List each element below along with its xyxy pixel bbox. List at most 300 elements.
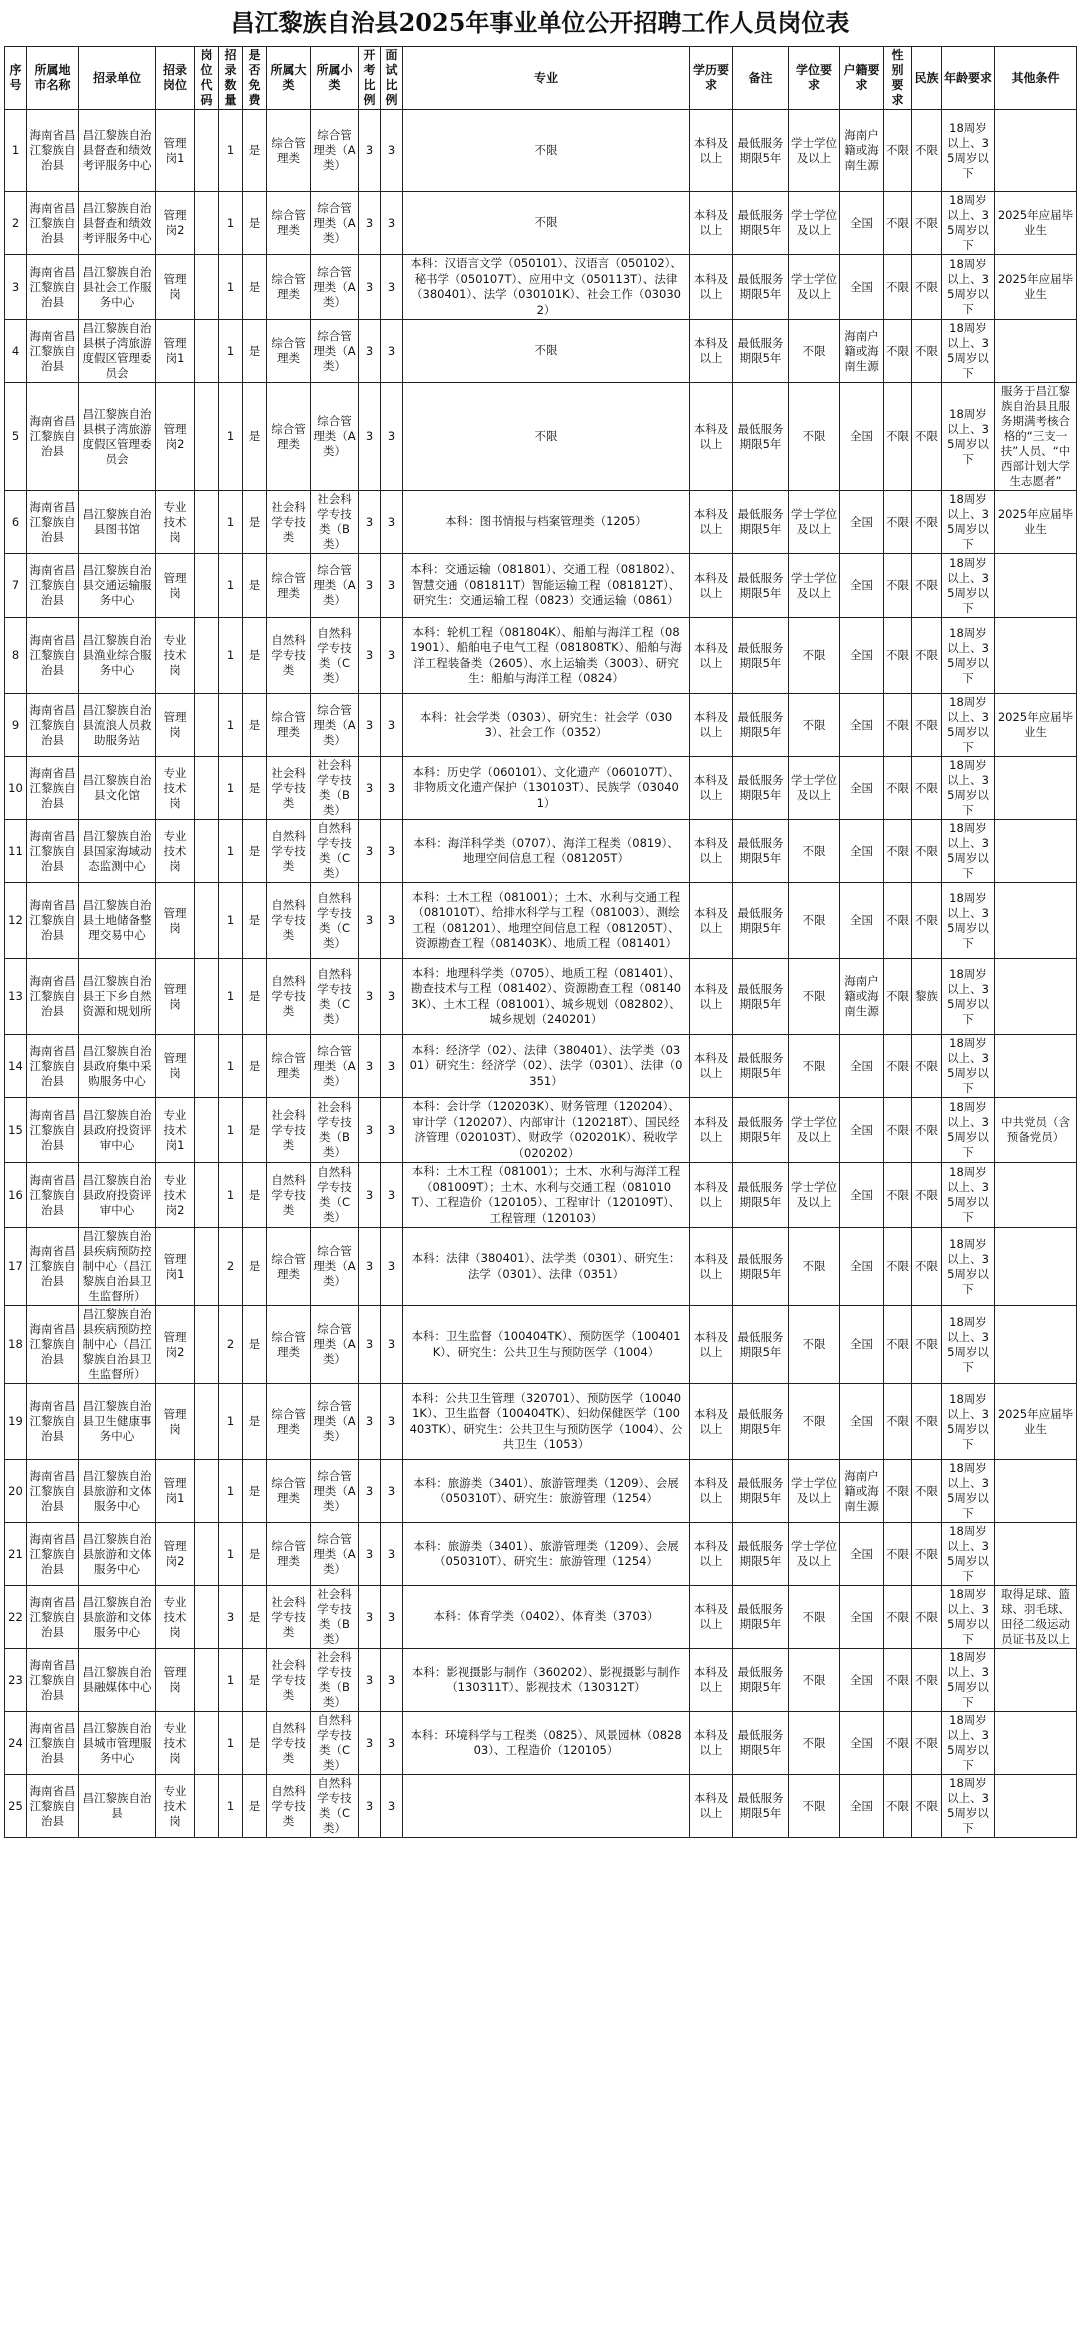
cell-subcat: 综合管理类（A类） (311, 1306, 359, 1384)
cell-other (995, 618, 1077, 694)
cell-nation: 不限 (912, 820, 942, 883)
cell-degree: 不限 (789, 320, 840, 383)
cell-cat: 综合管理类 (267, 110, 311, 192)
cell-unit: 昌江黎族自治县政府投资评审中心 (79, 1098, 156, 1163)
cell-unit: 昌江黎族自治县渔业综合服务中心 (79, 618, 156, 694)
cell-city: 海南省昌江黎族自治县 (27, 1649, 79, 1712)
cell-subcat: 综合管理类（A类） (311, 1228, 359, 1306)
cell-city: 海南省昌江黎族自治县 (27, 959, 79, 1035)
cell-cat: 自然科学专技类 (267, 820, 311, 883)
cell-code (195, 1163, 219, 1228)
cell-cat: 社会科学专技类 (267, 757, 311, 820)
cell-nation: 不限 (912, 1775, 942, 1838)
cell-subcat: 综合管理类（A类） (311, 694, 359, 757)
cell-num: 1 (219, 1649, 243, 1712)
cell-code (195, 383, 219, 491)
cell-note: 最低服务期限5年 (733, 554, 789, 618)
cell-no: 12 (5, 883, 27, 959)
cell-major: 本科：公共卫生管理（320701）、预防医学（100401K）、卫生监督（100404TK）、妇幼保健医学（100403TK）、研究生：公共卫生与预防医学（1004）、公共卫生（1053） (403, 1384, 690, 1460)
cell-hukou: 全国 (840, 1523, 884, 1586)
cell-post: 专业技术岗2 (156, 1163, 195, 1228)
cell-cat: 综合管理类 (267, 1523, 311, 1586)
cell-nation: 不限 (912, 1098, 942, 1163)
cell-note: 最低服务期限5年 (733, 694, 789, 757)
cell-no: 5 (5, 383, 27, 491)
cell-cat: 社会科学专技类 (267, 1098, 311, 1163)
cell-hukou: 海南户籍或海南生源 (840, 959, 884, 1035)
cell-code (195, 491, 219, 554)
positions-table (4, 46, 1077, 1838)
cell-cat: 自然科学专技类 (267, 959, 311, 1035)
cell-major: 本科：交通运输（081801）、交通工程（081802）、智慧交通（081811T）智能运输工程（081812T）、研究生：交通运输工程（0823）交通运输（0861） (403, 554, 690, 618)
cell-num: 1 (219, 1163, 243, 1228)
table-row (5, 883, 1077, 959)
cell-post: 管理岗 (156, 959, 195, 1035)
cell-age: 18周岁以上、35周岁以下 (942, 192, 995, 255)
cell-other (995, 1035, 1077, 1098)
cell-no: 3 (5, 255, 27, 320)
column-header: 招录单位 (79, 47, 156, 110)
column-header: 民族 (912, 47, 942, 110)
cell-r2: 3 (381, 554, 403, 618)
table-row (5, 1306, 1077, 1384)
cell-no: 21 (5, 1523, 27, 1586)
cell-nation: 不限 (912, 554, 942, 618)
cell-subcat: 综合管理类（A类） (311, 192, 359, 255)
cell-hukou: 全国 (840, 757, 884, 820)
cell-hukou: 全国 (840, 1649, 884, 1712)
cell-note: 最低服务期限5年 (733, 383, 789, 491)
cell-code (195, 110, 219, 192)
cell-r1: 3 (359, 1306, 381, 1384)
cell-no: 19 (5, 1384, 27, 1460)
cell-free: 是 (243, 959, 267, 1035)
cell-cat: 综合管理类 (267, 255, 311, 320)
cell-free: 是 (243, 1035, 267, 1098)
cell-num: 1 (219, 883, 243, 959)
cell-subcat: 社会科学专技类（B类） (311, 1098, 359, 1163)
cell-r2: 3 (381, 1712, 403, 1775)
cell-no: 7 (5, 554, 27, 618)
cell-unit: 昌江黎族自治县国家海域动态监测中心 (79, 820, 156, 883)
cell-num: 1 (219, 1523, 243, 1586)
cell-edu: 本科及以上 (690, 959, 733, 1035)
cell-post: 专业技术岗 (156, 1712, 195, 1775)
cell-num: 1 (219, 959, 243, 1035)
cell-post: 专业技术岗 (156, 491, 195, 554)
cell-age: 18周岁以上、35周岁以下 (942, 883, 995, 959)
cell-num: 1 (219, 820, 243, 883)
cell-post: 管理岗 (156, 883, 195, 959)
cell-r2: 3 (381, 883, 403, 959)
cell-hukou: 全国 (840, 255, 884, 320)
cell-unit: 昌江黎族自治县文化馆 (79, 757, 156, 820)
table-row (5, 1523, 1077, 1586)
cell-age: 18周岁以上、35周岁以下 (942, 1712, 995, 1775)
cell-no: 1 (5, 110, 27, 192)
cell-gender: 不限 (884, 820, 912, 883)
cell-nation: 不限 (912, 1460, 942, 1523)
cell-post: 管理岗 (156, 1649, 195, 1712)
cell-cat: 综合管理类 (267, 1460, 311, 1523)
cell-hukou: 海南户籍或海南生源 (840, 1460, 884, 1523)
cell-free: 是 (243, 694, 267, 757)
cell-age: 18周岁以上、35周岁以下 (942, 491, 995, 554)
cell-edu: 本科及以上 (690, 1586, 733, 1649)
cell-r1: 3 (359, 110, 381, 192)
cell-no: 22 (5, 1586, 27, 1649)
cell-subcat: 综合管理类（A类） (311, 320, 359, 383)
cell-degree: 学士学位及以上 (789, 255, 840, 320)
cell-cat: 自然科学专技类 (267, 1163, 311, 1228)
cell-r2: 3 (381, 491, 403, 554)
cell-age: 18周岁以上、35周岁以下 (942, 110, 995, 192)
cell-no: 14 (5, 1035, 27, 1098)
cell-age: 18周岁以上、35周岁以下 (942, 1384, 995, 1460)
column-header: 专业 (403, 47, 690, 110)
cell-gender: 不限 (884, 192, 912, 255)
cell-gender: 不限 (884, 694, 912, 757)
cell-degree: 学士学位及以上 (789, 192, 840, 255)
table-row (5, 694, 1077, 757)
cell-degree: 不限 (789, 1586, 840, 1649)
table-row (5, 618, 1077, 694)
cell-gender: 不限 (884, 383, 912, 491)
table-row (5, 320, 1077, 383)
column-header: 学历要求 (690, 47, 733, 110)
cell-post: 管理岗 (156, 255, 195, 320)
cell-hukou: 全国 (840, 383, 884, 491)
cell-post: 专业技术岗 (156, 1586, 195, 1649)
cell-cat: 综合管理类 (267, 383, 311, 491)
cell-unit: 昌江黎族自治县政府集中采购服务中心 (79, 1035, 156, 1098)
cell-other (995, 554, 1077, 618)
cell-free: 是 (243, 820, 267, 883)
cell-age: 18周岁以上、35周岁以下 (942, 1035, 995, 1098)
cell-city: 海南省昌江黎族自治县 (27, 1523, 79, 1586)
cell-edu: 本科及以上 (690, 255, 733, 320)
cell-nation: 黎族 (912, 959, 942, 1035)
cell-no: 18 (5, 1306, 27, 1384)
cell-city: 海南省昌江黎族自治县 (27, 1163, 79, 1228)
cell-no: 17 (5, 1228, 27, 1306)
cell-degree: 学士学位及以上 (789, 1523, 840, 1586)
cell-cat: 自然科学专技类 (267, 1712, 311, 1775)
cell-unit: 昌江黎族自治县流浪人员救助服务站 (79, 694, 156, 757)
cell-nation: 不限 (912, 383, 942, 491)
cell-hukou: 全国 (840, 491, 884, 554)
cell-cat: 自然科学专技类 (267, 618, 311, 694)
cell-other (995, 1460, 1077, 1523)
cell-hukou: 全国 (840, 554, 884, 618)
column-header: 所属小类 (311, 47, 359, 110)
cell-major: 本科：轮机工程（081804K）、船舶与海洋工程（081901）、船舶电子电气工程（081808TK）、船舶与海洋工程装备类（2605）、水上运输类（3003）、研究生：船舶与海洋工程（0824） (403, 618, 690, 694)
cell-note: 最低服务期限5年 (733, 491, 789, 554)
cell-nation: 不限 (912, 320, 942, 383)
cell-edu: 本科及以上 (690, 1098, 733, 1163)
table-row (5, 1712, 1077, 1775)
cell-post: 管理岗 (156, 554, 195, 618)
cell-post: 管理岗2 (156, 1523, 195, 1586)
table-row (5, 1384, 1077, 1460)
cell-hukou: 全国 (840, 1163, 884, 1228)
cell-code (195, 554, 219, 618)
cell-hukou: 全国 (840, 1384, 884, 1460)
column-header: 招录岗位 (156, 47, 195, 110)
table-row (5, 1098, 1077, 1163)
cell-unit: 昌江黎族自治县疾病预防控制中心（昌江黎族自治县卫生监督所） (79, 1306, 156, 1384)
cell-no: 11 (5, 820, 27, 883)
cell-hukou: 全国 (840, 1306, 884, 1384)
header-row (5, 47, 1077, 110)
cell-cat: 综合管理类 (267, 1035, 311, 1098)
cell-code (195, 192, 219, 255)
cell-degree: 不限 (789, 883, 840, 959)
cell-city: 海南省昌江黎族自治县 (27, 320, 79, 383)
cell-note: 最低服务期限5年 (733, 1712, 789, 1775)
cell-subcat: 综合管理类（A类） (311, 110, 359, 192)
cell-nation: 不限 (912, 1035, 942, 1098)
cell-other (995, 1775, 1077, 1838)
cell-num: 3 (219, 1586, 243, 1649)
cell-degree: 不限 (789, 959, 840, 1035)
cell-r1: 3 (359, 1098, 381, 1163)
table-row (5, 757, 1077, 820)
cell-edu: 本科及以上 (690, 883, 733, 959)
cell-unit: 昌江黎族自治县城市管理服务中心 (79, 1712, 156, 1775)
column-header: 户籍要求 (840, 47, 884, 110)
cell-city: 海南省昌江黎族自治县 (27, 192, 79, 255)
cell-no: 15 (5, 1098, 27, 1163)
cell-other: 2025年应届毕业生 (995, 491, 1077, 554)
cell-age: 18周岁以上、35周岁以下 (942, 820, 995, 883)
cell-num: 1 (219, 110, 243, 192)
cell-edu: 本科及以上 (690, 554, 733, 618)
cell-post: 管理岗 (156, 1035, 195, 1098)
cell-no: 24 (5, 1712, 27, 1775)
cell-r2: 3 (381, 1228, 403, 1306)
cell-age: 18周岁以上、35周岁以下 (942, 1306, 995, 1384)
cell-gender: 不限 (884, 1384, 912, 1460)
cell-degree: 学士学位及以上 (789, 1460, 840, 1523)
cell-age: 18周岁以上、35周岁以下 (942, 1460, 995, 1523)
cell-hukou: 全国 (840, 192, 884, 255)
cell-hukou: 全国 (840, 618, 884, 694)
cell-no: 9 (5, 694, 27, 757)
cell-edu: 本科及以上 (690, 383, 733, 491)
cell-r1: 3 (359, 1775, 381, 1838)
cell-post: 专业技术岗1 (156, 1098, 195, 1163)
cell-no: 4 (5, 320, 27, 383)
cell-gender: 不限 (884, 491, 912, 554)
cell-nation: 不限 (912, 192, 942, 255)
cell-free: 是 (243, 255, 267, 320)
cell-major: 本科：影视摄影与制作（360202）、影视摄影与制作（130311T）、影视技术（130312T） (403, 1649, 690, 1712)
cell-hukou: 全国 (840, 1586, 884, 1649)
cell-nation: 不限 (912, 1586, 942, 1649)
cell-num: 2 (219, 1228, 243, 1306)
cell-post: 专业技术岗 (156, 618, 195, 694)
cell-r2: 3 (381, 1163, 403, 1228)
cell-cat: 综合管理类 (267, 1228, 311, 1306)
cell-r2: 3 (381, 1306, 403, 1384)
cell-age: 18周岁以上、35周岁以下 (942, 1586, 995, 1649)
cell-gender: 不限 (884, 554, 912, 618)
cell-major: 本科：法律（380401）、法学类（0301）、研究生：法学（0301）、法律（0351） (403, 1228, 690, 1306)
cell-free: 是 (243, 1712, 267, 1775)
cell-gender: 不限 (884, 1035, 912, 1098)
cell-no: 16 (5, 1163, 27, 1228)
cell-note: 最低服务期限5年 (733, 1523, 789, 1586)
cell-no: 23 (5, 1649, 27, 1712)
cell-cat: 自然科学专技类 (267, 1775, 311, 1838)
cell-post: 管理岗1 (156, 1228, 195, 1306)
cell-city: 海南省昌江黎族自治县 (27, 383, 79, 491)
cell-free: 是 (243, 491, 267, 554)
cell-nation: 不限 (912, 1163, 942, 1228)
cell-num: 1 (219, 491, 243, 554)
table-row (5, 491, 1077, 554)
cell-r1: 3 (359, 554, 381, 618)
cell-r1: 3 (359, 320, 381, 383)
cell-other (995, 1228, 1077, 1306)
cell-gender: 不限 (884, 883, 912, 959)
cell-num: 1 (219, 1384, 243, 1460)
cell-note: 最低服务期限5年 (733, 820, 789, 883)
cell-note: 最低服务期限5年 (733, 1775, 789, 1838)
cell-num: 2 (219, 1306, 243, 1384)
cell-r2: 3 (381, 1775, 403, 1838)
cell-edu: 本科及以上 (690, 694, 733, 757)
cell-age: 18周岁以上、35周岁以下 (942, 1163, 995, 1228)
table-row (5, 1228, 1077, 1306)
cell-note: 最低服务期限5年 (733, 1098, 789, 1163)
cell-cat: 自然科学专技类 (267, 883, 311, 959)
cell-r1: 3 (359, 255, 381, 320)
cell-note: 最低服务期限5年 (733, 959, 789, 1035)
cell-unit: 昌江黎族自治县旅游和文体服务中心 (79, 1523, 156, 1586)
cell-r1: 3 (359, 694, 381, 757)
cell-edu: 本科及以上 (690, 1306, 733, 1384)
cell-r1: 3 (359, 1712, 381, 1775)
cell-major: 本科：体育学类（0402）、体育类（3703） (403, 1586, 690, 1649)
cell-free: 是 (243, 757, 267, 820)
column-header: 其他条件 (995, 47, 1077, 110)
cell-r1: 3 (359, 1586, 381, 1649)
cell-num: 1 (219, 320, 243, 383)
cell-edu: 本科及以上 (690, 320, 733, 383)
cell-subcat: 综合管理类（A类） (311, 1035, 359, 1098)
cell-code (195, 1098, 219, 1163)
cell-edu: 本科及以上 (690, 1035, 733, 1098)
cell-city: 海南省昌江黎族自治县 (27, 255, 79, 320)
cell-unit: 昌江黎族自治县棋子湾旅游度假区管理委员会 (79, 320, 156, 383)
cell-num: 1 (219, 192, 243, 255)
cell-note: 最低服务期限5年 (733, 757, 789, 820)
cell-gender: 不限 (884, 1775, 912, 1838)
table-row (5, 1460, 1077, 1523)
cell-subcat: 社会科学专技类（B类） (311, 491, 359, 554)
cell-unit: 昌江黎族自治县旅游和文体服务中心 (79, 1460, 156, 1523)
cell-age: 18周岁以上、35周岁以下 (942, 694, 995, 757)
cell-code (195, 820, 219, 883)
cell-other (995, 959, 1077, 1035)
cell-gender: 不限 (884, 1712, 912, 1775)
cell-gender: 不限 (884, 757, 912, 820)
cell-unit: 昌江黎族自治县政府投资评审中心 (79, 1163, 156, 1228)
cell-cat: 社会科学专技类 (267, 1649, 311, 1712)
cell-r2: 3 (381, 618, 403, 694)
cell-r1: 3 (359, 959, 381, 1035)
cell-free: 是 (243, 320, 267, 383)
cell-num: 1 (219, 1712, 243, 1775)
cell-major (403, 1775, 690, 1838)
cell-unit: 昌江黎族自治县图书馆 (79, 491, 156, 554)
cell-r2: 3 (381, 1523, 403, 1586)
cell-note: 最低服务期限5年 (733, 1586, 789, 1649)
column-header: 面试比例 (381, 47, 403, 110)
cell-r1: 3 (359, 1035, 381, 1098)
cell-note: 最低服务期限5年 (733, 618, 789, 694)
cell-subcat: 综合管理类（A类） (311, 1460, 359, 1523)
cell-r1: 3 (359, 1460, 381, 1523)
cell-code (195, 1586, 219, 1649)
cell-r2: 3 (381, 959, 403, 1035)
cell-major: 本科：社会学类（0303）、研究生：社会学（0303）、社会工作（0352） (403, 694, 690, 757)
cell-degree: 学士学位及以上 (789, 491, 840, 554)
cell-note: 最低服务期限5年 (733, 1163, 789, 1228)
cell-other (995, 320, 1077, 383)
cell-major: 本科：卫生监督（100404TK）、预防医学（100401K）、研究生：公共卫生与预防医学（1004） (403, 1306, 690, 1384)
cell-major: 本科：经济学（02）、法律（380401）、法学类（0301）研究生：经济学（02）、法学（0301）、法律（0351） (403, 1035, 690, 1098)
cell-r2: 3 (381, 255, 403, 320)
cell-note: 最低服务期限5年 (733, 883, 789, 959)
cell-edu: 本科及以上 (690, 757, 733, 820)
cell-degree: 不限 (789, 1649, 840, 1712)
cell-r1: 3 (359, 883, 381, 959)
cell-post: 管理岗2 (156, 1306, 195, 1384)
cell-code (195, 1460, 219, 1523)
cell-age: 18周岁以上、35周岁以下 (942, 1775, 995, 1838)
cell-code (195, 959, 219, 1035)
cell-other: 2025年应届毕业生 (995, 1384, 1077, 1460)
cell-num: 1 (219, 1460, 243, 1523)
column-header: 备注 (733, 47, 789, 110)
cell-city: 海南省昌江黎族自治县 (27, 1306, 79, 1384)
cell-post: 管理岗 (156, 694, 195, 757)
cell-subcat: 社会科学专技类（B类） (311, 1649, 359, 1712)
cell-degree: 不限 (789, 820, 840, 883)
cell-post: 专业技术岗 (156, 820, 195, 883)
cell-degree: 不限 (789, 1775, 840, 1838)
cell-city: 海南省昌江黎族自治县 (27, 820, 79, 883)
cell-code (195, 618, 219, 694)
cell-free: 是 (243, 554, 267, 618)
cell-city: 海南省昌江黎族自治县 (27, 694, 79, 757)
cell-cat: 综合管理类 (267, 1384, 311, 1460)
cell-cat: 综合管理类 (267, 320, 311, 383)
cell-r2: 3 (381, 1098, 403, 1163)
cell-code (195, 1775, 219, 1838)
cell-city: 海南省昌江黎族自治县 (27, 1586, 79, 1649)
cell-gender: 不限 (884, 1523, 912, 1586)
cell-city: 海南省昌江黎族自治县 (27, 883, 79, 959)
cell-subcat: 自然科学专技类（C类） (311, 1163, 359, 1228)
cell-subcat: 综合管理类（A类） (311, 554, 359, 618)
cell-city: 海南省昌江黎族自治县 (27, 757, 79, 820)
cell-r2: 3 (381, 1384, 403, 1460)
cell-other (995, 1163, 1077, 1228)
